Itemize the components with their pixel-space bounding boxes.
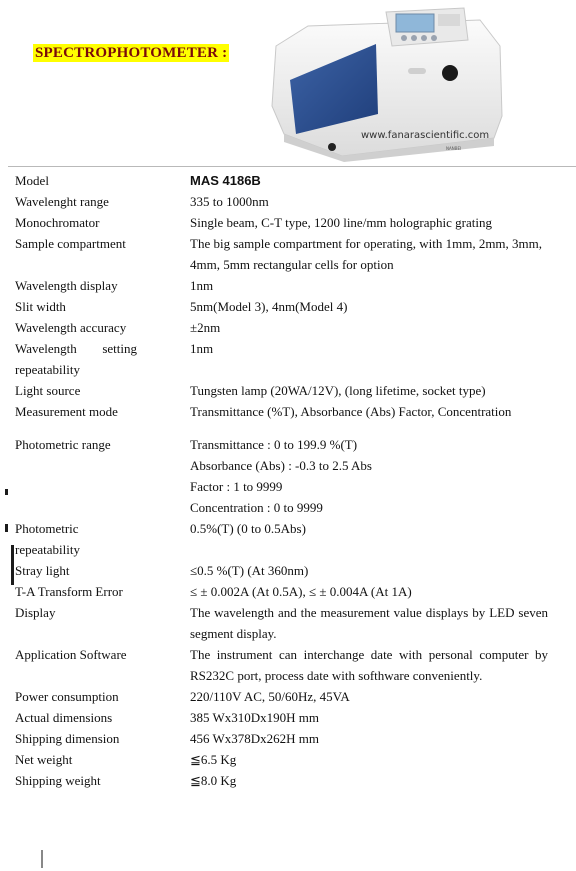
spec-value: ≤ ± 0.002A (At 0.5A), ≤ ± 0.004A (At 1A) xyxy=(190,584,412,599)
spec-value-line: Absorbance (Abs) : -0.3 to 2.5 Abs xyxy=(190,458,372,473)
table-row xyxy=(10,296,570,317)
spec-label: Wavelength accuracy xyxy=(15,320,127,335)
page-title: SPECTROPHOTOMETER : xyxy=(35,45,228,61)
spec-label-part: Wavelength xyxy=(15,341,77,356)
spec-label: Slit width xyxy=(15,299,66,314)
spec-label: Sample compartment xyxy=(15,236,126,251)
spec-value: 385 Wx310Dx190H mm xyxy=(190,710,320,725)
spec-value: 220/110V AC, 50/60Hz, 45VA xyxy=(190,689,350,704)
spec-label-part: Photometric xyxy=(15,521,79,536)
table-row xyxy=(10,644,570,686)
spec-label: Power consumption xyxy=(15,689,119,704)
spec-value: The wavelength and the measurement value displays by LED seven segment display. xyxy=(190,605,548,641)
table-row xyxy=(10,275,570,296)
table-row xyxy=(10,212,570,233)
spec-value-line: Concentration : 0 to 9999 xyxy=(190,500,323,515)
spec-label: Display xyxy=(15,605,56,620)
spectrophotometer-photo xyxy=(268,6,510,162)
spec-label: Shipping weight xyxy=(15,773,101,788)
spec-label-part: repeatability xyxy=(15,362,80,377)
table-row xyxy=(10,686,570,707)
spec-label: Application Software xyxy=(15,647,127,662)
spec-label: Model xyxy=(15,173,49,188)
spec-value: MAS 4186B xyxy=(190,173,261,188)
table-row xyxy=(10,434,570,518)
spec-label: Photometric range xyxy=(15,437,111,452)
spec-value: ≦6.5 Kg xyxy=(190,752,237,767)
spec-label: Light source xyxy=(15,383,81,398)
spec-label-part: repeatability xyxy=(15,542,80,557)
spec-value: 1nm xyxy=(190,278,214,293)
spec-label: Shipping dimension xyxy=(15,731,120,746)
spec-value-line: Factor : 1 to 9999 xyxy=(190,479,283,494)
spec-label xyxy=(10,338,190,380)
spec-value: ≤0.5 %(T) (At 360nm) xyxy=(190,563,309,578)
spec-value: ±2nm xyxy=(190,320,221,335)
spec-label: Stray light xyxy=(15,563,70,578)
spec-value: 5nm(Model 3), 4nm(Model 4) xyxy=(190,299,348,314)
spec-label: Wavelenght range xyxy=(15,194,109,209)
spec-label: Monochromator xyxy=(15,215,100,230)
spacer-row xyxy=(10,422,570,434)
spec-label xyxy=(10,518,190,560)
table-row xyxy=(10,380,570,401)
table-row xyxy=(10,518,570,560)
edge-mark xyxy=(5,524,8,532)
spec-value: 0.5%(T) (0 to 0.5Abs) xyxy=(190,521,306,536)
spec-value: Transmittance (%T), Absorbance (Abs) Factor, Concentration xyxy=(190,404,512,419)
spec-value: The big sample compartment for operating, with 1mm, 2mm, 3mm, 4mm, 5mm rectangular cells for option xyxy=(190,236,543,272)
table-row xyxy=(10,560,570,581)
spec-table xyxy=(10,170,570,791)
table-row xyxy=(10,728,570,749)
spec-label: T-A Transform Error xyxy=(15,584,123,599)
table-row xyxy=(10,707,570,728)
spec-label-part: setting xyxy=(102,341,137,356)
spec-label: Measurement mode xyxy=(15,404,118,419)
spec-label: Wavelength display xyxy=(15,278,118,293)
spec-value: 1nm xyxy=(190,341,214,356)
table-row xyxy=(10,770,570,791)
table-row xyxy=(10,191,570,212)
table-row xyxy=(10,581,570,602)
table-row xyxy=(10,317,570,338)
table-row xyxy=(10,401,570,422)
spec-value: 335 to 1000nm xyxy=(190,194,269,209)
spec-value: Tungsten lamp (20WA/12V), (long lifetime, socket type) xyxy=(190,383,486,398)
device-label: NANBEI xyxy=(446,146,462,151)
table-row xyxy=(10,338,570,380)
spec-value: 456 Wx378Dx262H mm xyxy=(190,731,320,746)
table-row xyxy=(10,233,570,275)
edge-mark xyxy=(41,850,43,868)
spec-value-list xyxy=(190,434,570,518)
spec-label: Actual dimensions xyxy=(15,710,113,725)
spec-value: The instrument can interchange date with personal computer by RS232C port, process date with softhware conveniently. xyxy=(190,647,548,683)
spec-value: Single beam, C-T type, 1200 line/mm holographic grating xyxy=(190,215,492,230)
website-watermark: www.fanarascientific.com xyxy=(361,130,490,141)
spec-value-line: Transmittance : 0 to 199.9 %(T) xyxy=(190,437,358,452)
spec-label: Net weight xyxy=(15,752,73,767)
table-row xyxy=(10,749,570,770)
divider xyxy=(8,166,576,167)
table-row xyxy=(10,170,570,191)
table-row xyxy=(10,602,570,644)
edge-mark xyxy=(5,489,8,495)
spec-value: ≦8.0 Kg xyxy=(190,773,237,788)
